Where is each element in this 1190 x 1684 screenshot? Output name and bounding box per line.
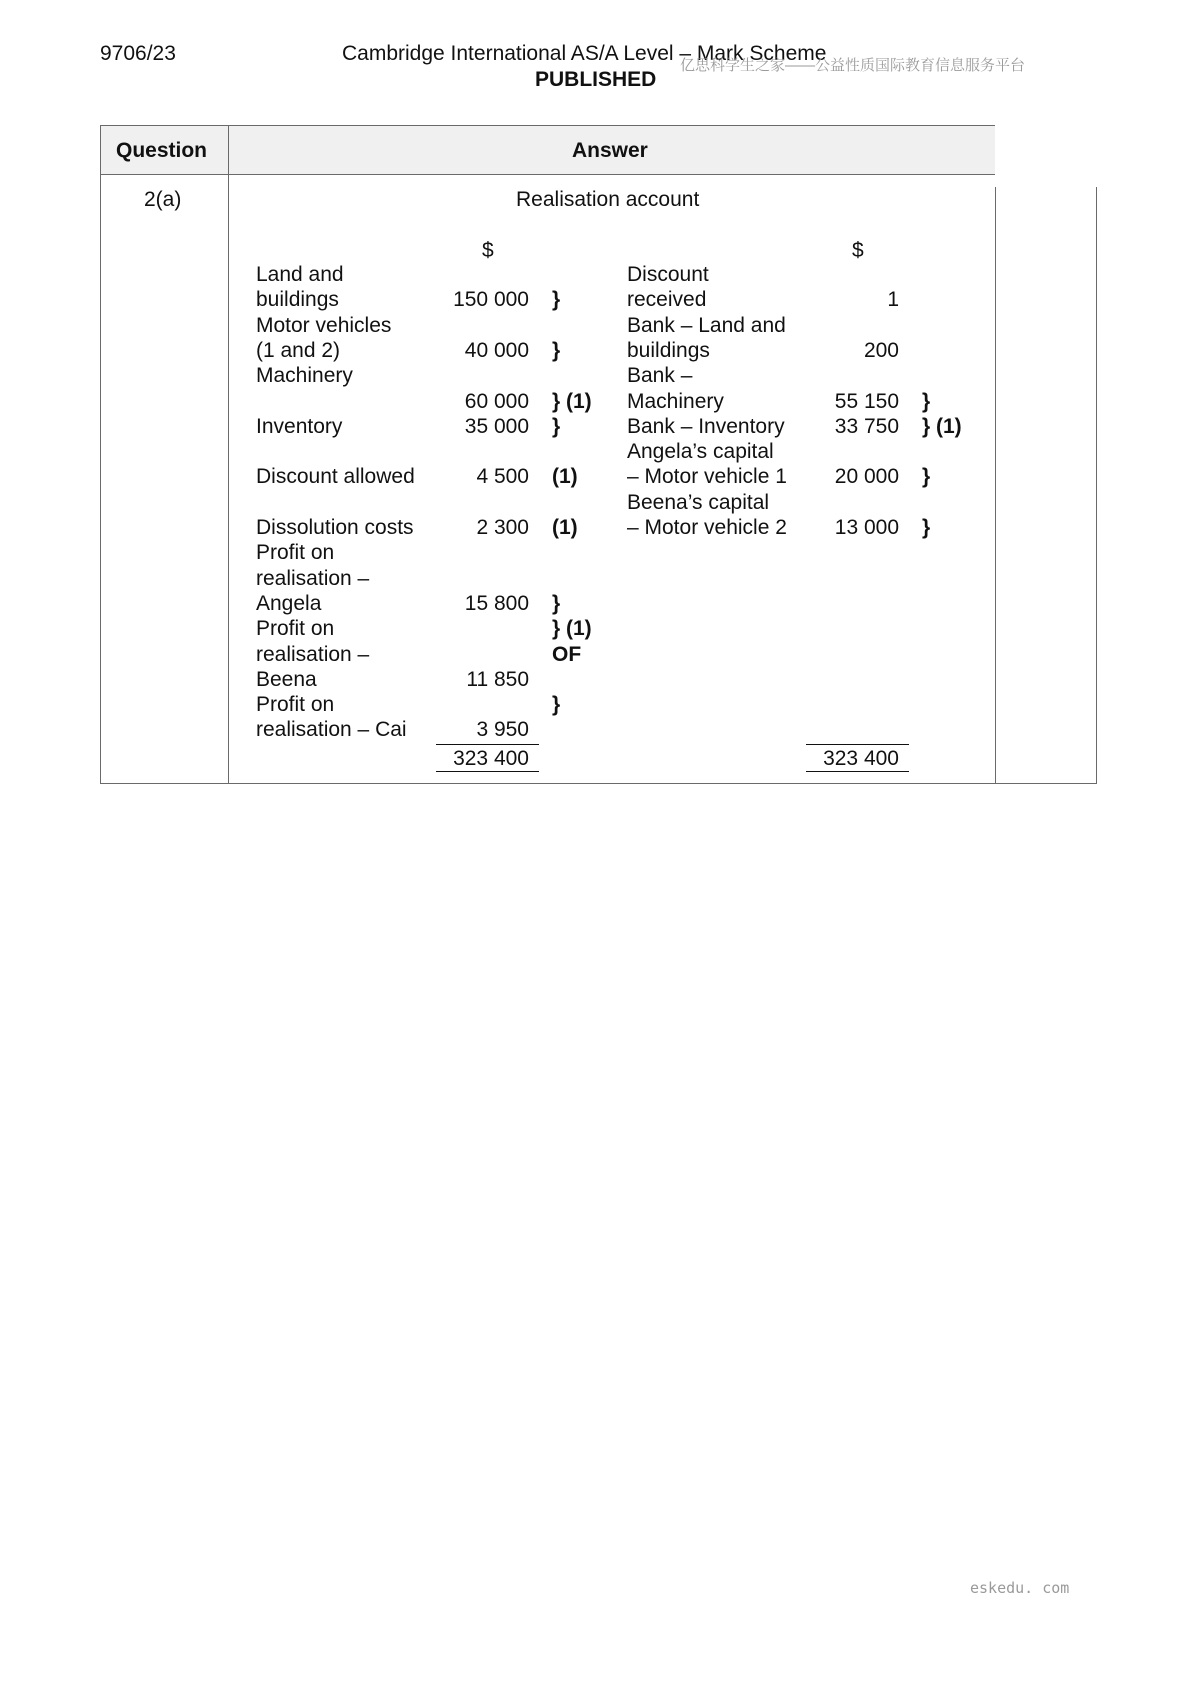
debit-amount: 11 850 — [466, 667, 529, 691]
credit-label: – Motor vehicle 1 — [627, 465, 787, 489]
credit-label: Bank – Land and — [627, 313, 786, 337]
column-header-answer: Answer — [572, 139, 648, 162]
debit-label: Profit on — [256, 617, 335, 641]
debit-amount: 2 300 — [476, 516, 529, 539]
debit-total-rule-bottom — [436, 771, 539, 772]
debit-amount: 3 950 — [476, 718, 529, 742]
credit-amount: 33 750 — [834, 414, 899, 438]
paper-code: 9706/23 — [100, 42, 176, 65]
debit-amount: 40 000 — [464, 338, 529, 362]
credit-mark: } (1) — [922, 414, 962, 438]
debit-label: Profit on — [256, 693, 335, 717]
currency-symbol-credit: $ — [852, 239, 864, 262]
credit-label: Bank – — [627, 364, 693, 388]
debit-amount: 60 000 — [464, 389, 529, 413]
credit-amount: 200 — [863, 338, 899, 362]
account-title: Realisation account — [516, 188, 700, 211]
debit-amount: 4 500 — [476, 465, 529, 489]
debit-total-rule-top — [436, 744, 539, 745]
debit-amount: 35 000 — [464, 414, 529, 438]
published-label: PUBLISHED — [535, 68, 657, 91]
currency-symbol-debit: $ — [482, 239, 494, 262]
debit-mark: } (1) — [552, 389, 592, 413]
debit-label: buildings — [256, 288, 339, 312]
document-title: Cambridge International AS/A Level – Mark Scheme — [342, 42, 827, 65]
debit-label: Profit on — [256, 541, 335, 565]
credit-total-rule-bottom — [806, 771, 909, 772]
debit-label: realisation – — [256, 642, 370, 666]
header-watermark: 亿思科学生之家——公益性质国际教育信息服务平台 — [680, 57, 1026, 74]
debit-mark: OF — [552, 642, 582, 666]
credit-label: Beena’s capital — [627, 490, 770, 514]
debit-label: Discount allowed — [256, 465, 415, 489]
debit-label: Machinery — [256, 364, 353, 388]
debit-mark: (1) — [552, 516, 578, 539]
credit-label: Machinery — [627, 389, 724, 413]
credit-amount: 55 150 — [834, 389, 899, 413]
debit-label: Motor vehicles — [256, 313, 392, 337]
debit-mark: } — [552, 414, 561, 438]
credit-amount: 1 — [887, 288, 899, 312]
debit-label: Beena — [256, 667, 317, 691]
debit-label: Angela — [256, 591, 322, 615]
footer-site-watermark: eskedu. com — [970, 1579, 1070, 1597]
credit-amount: 20 000 — [834, 465, 899, 489]
credit-total: 323 400 — [823, 747, 899, 770]
debit-amount: 15 800 — [464, 591, 529, 615]
debit-label: Inventory — [256, 414, 343, 438]
debit-mark: } — [552, 288, 561, 312]
credit-mark: } — [922, 389, 931, 413]
credit-label: Angela’s capital — [627, 440, 774, 464]
credit-mark: } — [922, 465, 931, 489]
debit-mark: } — [552, 693, 561, 717]
credit-label: Discount — [627, 263, 709, 286]
column-header-question: Question — [116, 139, 208, 162]
debit-total: 323 400 — [453, 747, 529, 770]
debit-label: Land and — [256, 263, 344, 286]
debit-mark: } (1) — [552, 617, 592, 641]
credit-amount: 13 000 — [834, 516, 899, 539]
credit-label: received — [627, 288, 707, 312]
credit-mark: } — [922, 516, 931, 539]
debit-label: realisation – Cai — [256, 718, 407, 742]
debit-label: Dissolution costs — [256, 516, 414, 539]
question-number: 2(a) — [144, 188, 182, 211]
credit-total-rule-top — [806, 744, 909, 745]
debit-label: (1 and 2) — [256, 338, 341, 362]
debit-amount: 150 000 — [453, 288, 529, 312]
debit-mark: (1) — [552, 465, 578, 489]
table-header-background — [100, 126, 995, 174]
credit-label: buildings — [627, 338, 710, 362]
credit-label: Bank – Inventory — [627, 414, 785, 438]
debit-mark: } — [552, 338, 561, 362]
debit-label: realisation – — [256, 566, 370, 590]
debit-mark: } — [552, 591, 561, 615]
credit-label: – Motor vehicle 2 — [627, 516, 787, 539]
